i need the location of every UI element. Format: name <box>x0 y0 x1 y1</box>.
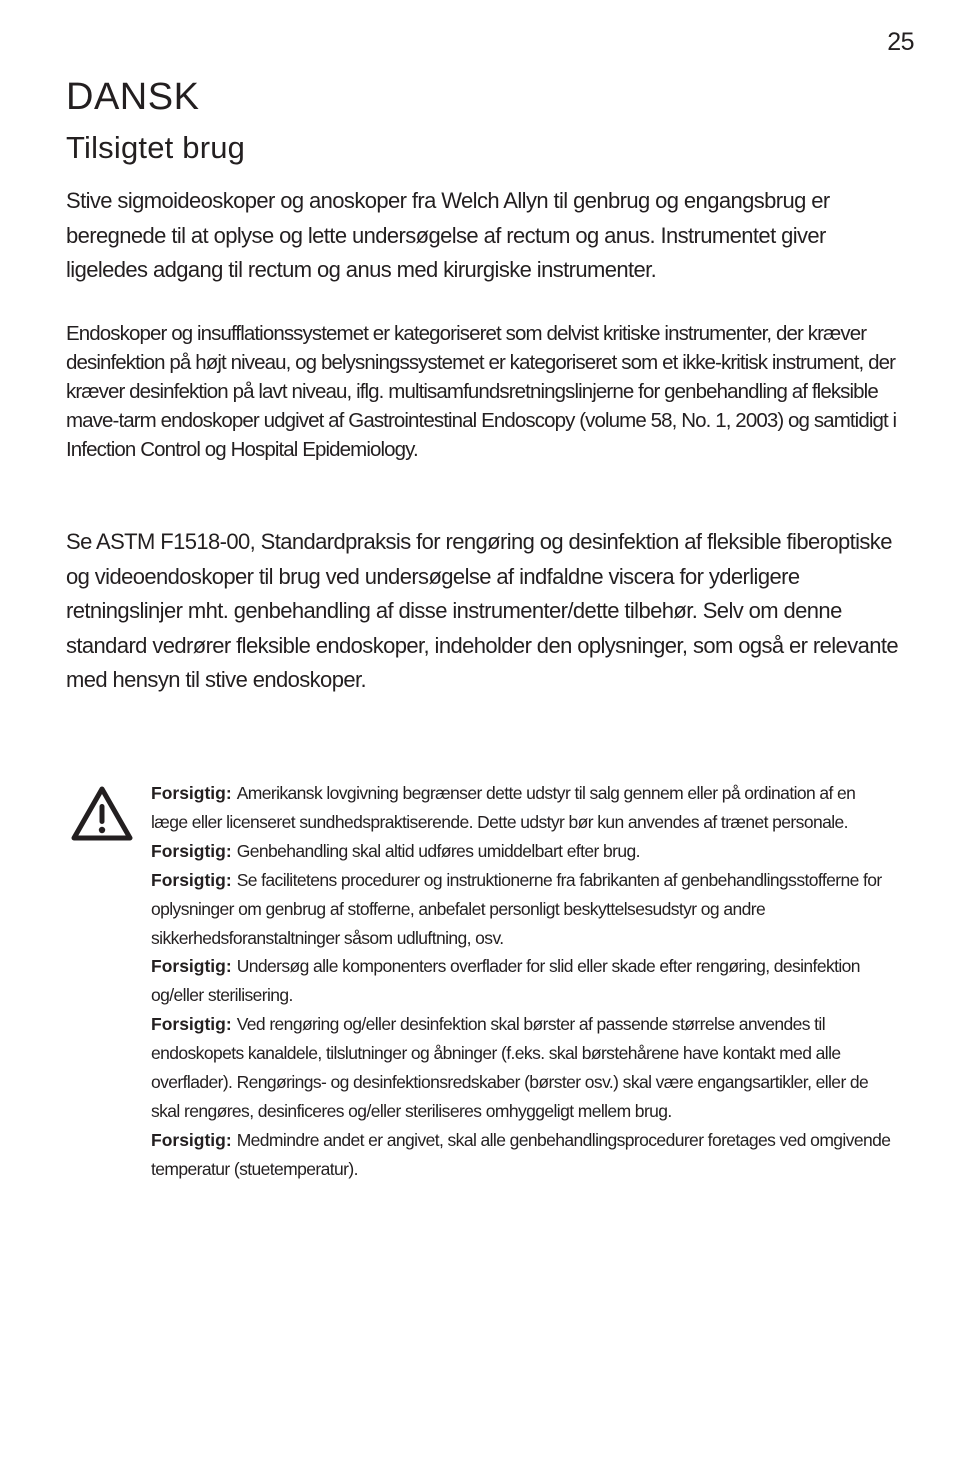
caution-item <box>151 1010 896 1126</box>
language-heading: DANSK <box>66 76 200 118</box>
caution-item <box>151 837 896 866</box>
page-number: 25 <box>887 28 914 56</box>
caution-item <box>151 779 896 837</box>
intended-use-paragraph: Stive sigmoideoskoper og anoskoper fra Welch Allyn til genbrug og engangsbrug er beregnede til at oplyse og lette undersøgelse af rectum og anus. Instrumentet giver ligeledes adgang til rectum og anus med kirurgiske instrumenter. <box>66 188 830 282</box>
caution-text: Amerikansk lovgivning begrænser dette udstyr til salg gennem eller på ordination af en læge eller licenseret sundhedspraktiserende. Dette udstyr bør kun anvendes af trænet personale. <box>151 783 856 832</box>
caution-list <box>151 779 896 1184</box>
caution-label: Forsigtig: <box>151 783 232 803</box>
caution-text: Se facilitetens procedurer og instruktionerne fra fabrikanten af genbehandlingsstofferne for oplysninger om genbrug af stofferne, anbefalet personligt beskyttelsesudstyr og andre sikkerhedsforanstaltninger såsom udluftning, osv. <box>151 869 882 948</box>
warning-triangle-icon <box>70 784 134 844</box>
caution-label: Forsigtig: <box>151 840 232 861</box>
caution-text: Undersøg alle komponenters overflader for slid eller skade efter rengøring, desinfektion og/eller sterilisering. <box>151 956 860 1006</box>
astm-reference-paragraph: Se ASTM F1518-00, Standardpraksis for rengøring og desinfektion af fleksible fiberoptiske og videoendoskoper til brug ved undersøgelse af indfaldne viscera for yderligere retningslinjer mht. genbehandling af disse instrumenter/dette tilbehør. Selv om denne standard vedrører fleksible endoskoper, indeholder den oplysninger, som også er relevante med hensyn til stive endoskoper. <box>66 529 899 692</box>
caution-label: Forsigtig: <box>151 1129 232 1150</box>
caution-item <box>151 952 896 1010</box>
caution-text: Genbehandling skal altid udføres umiddelbart efter brug. <box>236 840 640 861</box>
caution-label: Forsigtig: <box>151 956 232 977</box>
section-heading: Tilsigtet brug <box>66 130 246 165</box>
classification-paragraph: Endoskoper og insufflationssystemet er kategoriseret som delvist kritiske instrumenter, der kræver desinfektion på højt niveau, og belysningssystemet er kategoriseret som et ikke-kritisk instrument, der kræver desinfektion på lavt niveau, iflg. multisamfundsretningslinjerne for genbehandling af fleksible mave-tarm endoskoper udgivet af Gastrointestinal Endoscopy (volume 58, No. 1, 2003) og samtidigt i Infection Control og Hospital Epidemiology. <box>66 322 897 461</box>
caution-label: Forsigtig: <box>151 869 232 890</box>
caution-text: Medmindre andet er angivet, skal alle genbehandlingsprocedurer foretages ved omgivende temperatur (stuetemperatur). <box>151 1129 891 1179</box>
caution-label: Forsigtig: <box>151 1014 232 1035</box>
caution-text: Ved rengøring og/eller desinfektion skal børster af passende størrelse anvendes til endoskopets kanaldele, tilslutninger og åbninger (f.eks. skal børstehårene have kontakt med alle overflader). Rengørings- og desinfektionsredskaber (børster osv.) skal være engangsartikler, eller de skal rengøres, desinficeres og/eller steriliseres omhyggeligt mellem brug. <box>151 1014 869 1121</box>
caution-item <box>151 1126 896 1184</box>
caution-item <box>151 866 896 953</box>
